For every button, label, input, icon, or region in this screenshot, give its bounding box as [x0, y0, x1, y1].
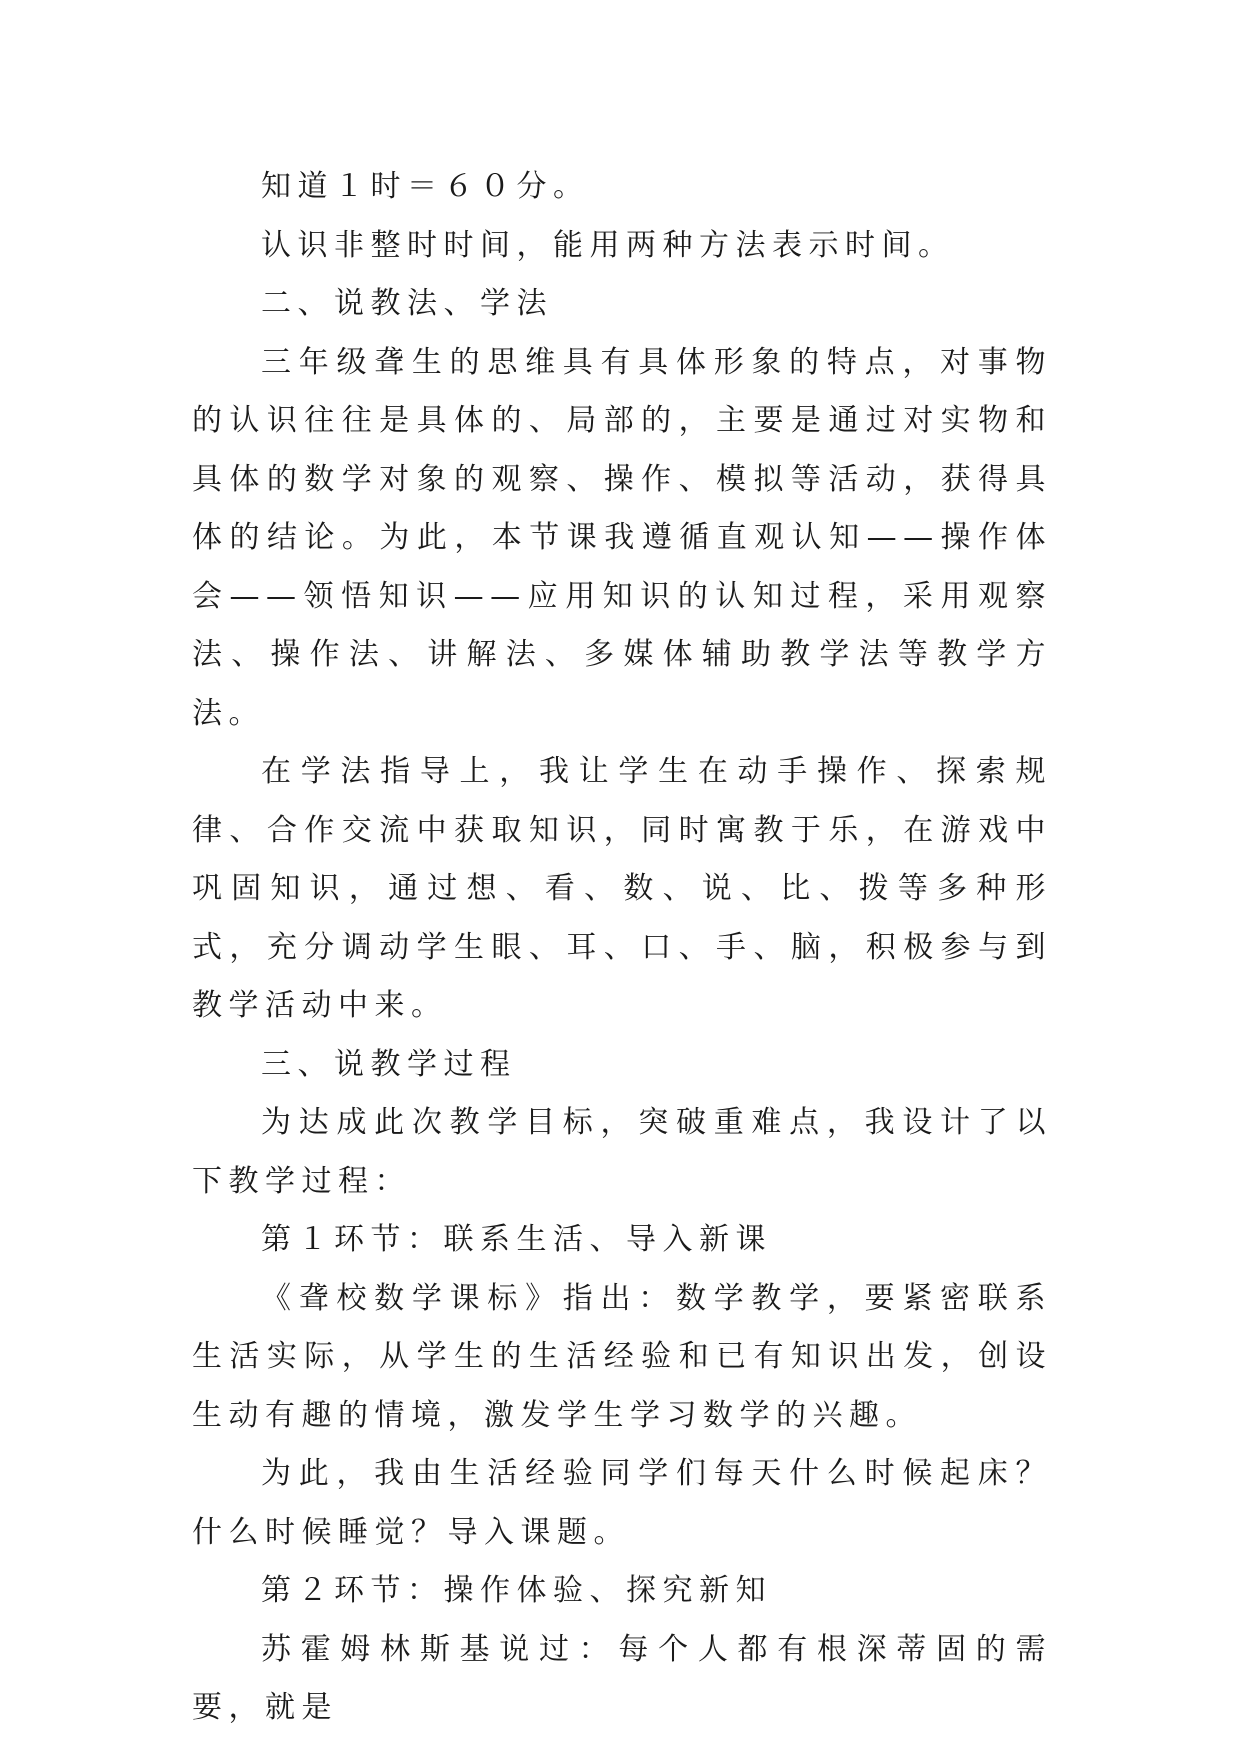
section-heading-methods: 二、说教法、学法 — [261, 286, 553, 321]
step-heading-2: 第２环节：操作体验、探究新知 — [261, 1573, 772, 1608]
paragraph-time-fact: 知道１时＝６０分。 — [261, 169, 590, 204]
document-body — [192, 158, 1052, 1738]
paragraph-teaching-methods: 三年级聋生的思维具有具体形象的特点，对事物的认识往往是具体的、局部的，主要是通过对实物和具体的数学对象的观察、操作、模拟等活动，获得具体的结论。为此，本节课我遵循直观认知——操作体会——领悟知识——应用知识的认知过程，采用观察法、操作法、讲解法、多媒体辅助教学法等教学方法。 — [192, 344, 1052, 731]
paragraph-non-whole-hour: 认识非整时时间，能用两种方法表示时间。 — [261, 227, 955, 263]
step-heading-1: 第１环节：联系生活、导入新课 — [261, 1222, 772, 1257]
section-heading-process: 三、说教学过程 — [261, 1046, 517, 1082]
paragraph-sukhomlinsky: 苏霍姆林斯基说过：每个人都有根深蒂固的需要，就是 — [192, 1631, 1052, 1725]
paragraph-learning-guidance: 在学法指导上，我让学生在动手操作、探索规律、合作交流中获取知识，同时寓教于乐，在游戏中巩固知识，通过想、看、数、说、比、拨等多种形式，充分调动学生眼、耳、口、手、脑，积极参与到教学活动中来。 — [192, 754, 1052, 1023]
paragraph-curriculum-quote: 《聋校数学课标》指出：数学教学，要紧密联系生活实际，从学生的生活经验和已有知识出发，创设生动有趣的情境，激发学生学习数学的兴趣。 — [192, 1280, 1052, 1433]
paragraph-process-intro: 为达成此次教学目标，突破重难点，我设计了以下教学过程： — [192, 1105, 1052, 1199]
paragraph-lead-in: 为此，我由生活经验同学们每天什么时候起床？什么时候睡觉？导入课题。 — [192, 1456, 1052, 1550]
